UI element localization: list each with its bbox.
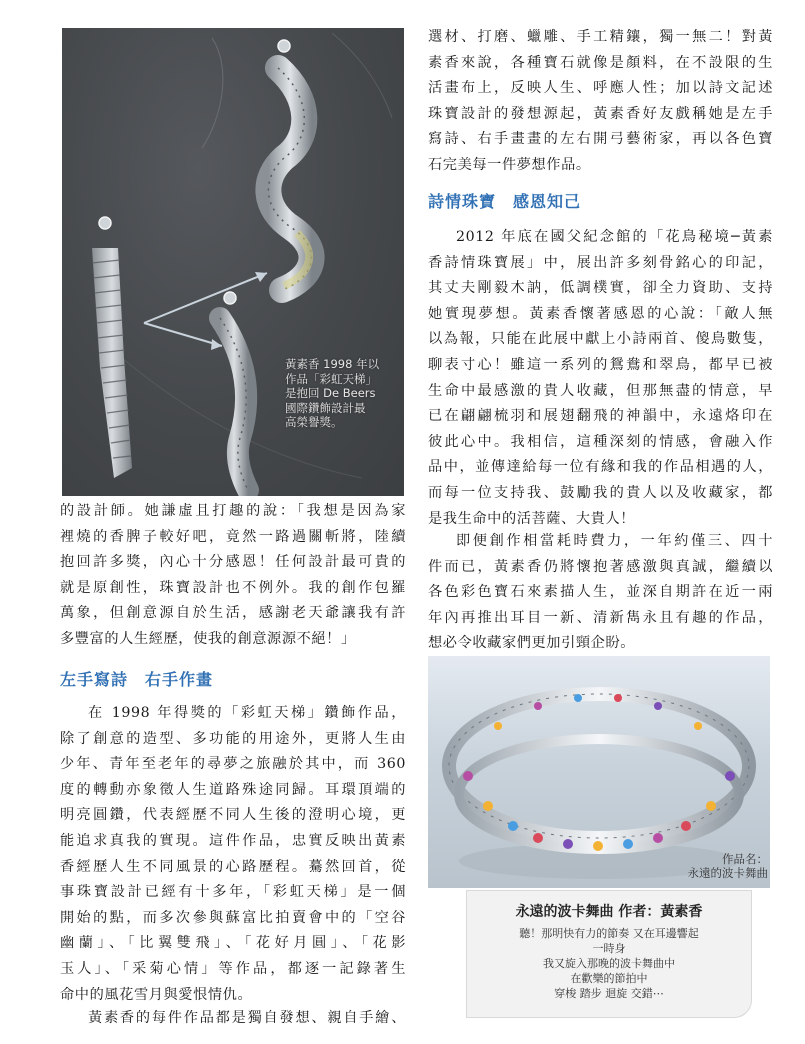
left-paragraph-2 [60, 701, 406, 1008]
text-line: 是我生命中的活菩薩、大貴人！ [428, 510, 636, 527]
text-line: 開始的點，而多次參與蘇富比拍賣會中的「空谷 [60, 909, 406, 926]
section-heading-left: 左手寫詩 右手作畫 [60, 670, 214, 689]
poem-title: 永遠的波卡舞曲 作者：黃素香 [515, 904, 703, 920]
caption-line: 是抱回 De Beers [285, 386, 376, 400]
text-line: 想必令收藏家們更加引頸企盼。 [428, 635, 636, 652]
poem-line: 穿梭 踏步 迴旋 交錯⋯ [554, 987, 664, 1000]
text-line: 的設計師。她謙虛且打趣的說：「我想是因為家 [60, 503, 406, 519]
text-line: 黃素香的每件作品都是獨自發想、親自手繪、 [88, 1010, 406, 1026]
text-line: 石完美每一件夢想作品。 [428, 156, 591, 173]
text-line: 香經歷人生不同風景的心路歷程。驀然回首，從 [60, 858, 406, 875]
text-line: 彼此心中。我相信，這種深刻的情感，會融入作 [428, 433, 773, 450]
text-line: 珠寶設計的發想源起，黃素香好友戲稱她是左手 [428, 105, 773, 122]
caption-line: 國際鑽飾設計最 [285, 400, 366, 415]
text-line: 其丈夫剛毅木訥，低調樸實，卻全力資助、支持 [428, 280, 773, 297]
text-line: 品中，並傳達給每一位有緣和我的作品相遇的人， [428, 459, 773, 476]
text-line: 度的轉動亦象徵人生道路殊途同歸。耳環頂端的 [60, 781, 406, 798]
section-heading-right: 詩情珠寶 感恩知己 [428, 192, 582, 211]
right-paragraph-1 [428, 25, 773, 179]
text-line: 素香來說，各種寶石就像是顏料，在不設限的生 [428, 54, 773, 71]
photo-caption [285, 357, 400, 430]
text-line: 件而已，黃素香仍將懷抱著感激與真誠，繼續以 [428, 558, 773, 575]
right-paragraph-2 [428, 225, 773, 532]
text-line: 能追求真我的實現。這件作品，忠實反映出黃素 [60, 832, 406, 849]
left-paragraph-1 [60, 499, 406, 653]
text-line: 活畫布上，反映人生、呼應人性；加以詩文記述 [428, 80, 773, 97]
caption-line: 作品名： [722, 852, 768, 866]
text-line: 各色彩色寶石來素描人生，並深自期許在近一兩 [428, 584, 773, 601]
necklace-caption [650, 852, 768, 880]
poem-line: 我又旋入那晚的波卡舞曲中 [543, 957, 675, 970]
poem-line: 在歡樂的節拍中 [570, 972, 648, 985]
text-line: 寫詩、右手畫畫的左右開弓藝術家，再以各色寶 [428, 131, 773, 148]
text-line: 明亮圓鑽，代表經歷不同人生後的澄明心境，更 [60, 807, 406, 824]
text-line: 在 1998 年得獎的「彩虹天梯」鑽飾作品， [88, 705, 406, 721]
text-line: 裡燒的香脾子較好吧，竟然一路過關斬將，陸續 [60, 528, 406, 545]
text-line: 抱回許多獎，內心十分感恩！任何設計最可貴的 [60, 554, 406, 571]
text-line: 多豐富的人生經歷，使我的創意源源不絕！」 [60, 630, 356, 647]
text-line: 她實現夢想。黃素香懷著感恩的心說：「敵人無 [428, 305, 773, 322]
text-line: 生命中最感激的貴人收藏，但那無盡的情意，早 [428, 382, 773, 399]
text-line: 聊表寸心！雖這一系列的鴛鴦和翠鳥，都早已被 [428, 356, 773, 373]
text-line: 即便創作相當耗時費力，一年約僅三、四十 [456, 533, 773, 549]
text-line: 而每一位支持我、鼓勵我的貴人以及收藏家，都 [428, 484, 773, 501]
text-line: 以為報，只能在此展中獻上小詩兩首、傻鳥數隻， [428, 331, 773, 348]
poem-box [466, 890, 752, 1018]
left-paragraph-3 [60, 1006, 406, 1032]
caption-line: 作品「彩虹天梯」 [285, 371, 377, 386]
text-line: 2012 年底在國父紀念館的「花鳥秘境─黃素 [456, 229, 773, 245]
text-line: 除了創意的造型、多功能的用途外，更將人生由 [60, 730, 406, 747]
text-line: 命中的風花雪月與愛恨情仇。 [60, 986, 253, 1003]
right-paragraph-3 [428, 529, 773, 657]
caption-line: 高榮譽獎。 [285, 415, 343, 429]
text-line: 香詩情珠寶展」中，展出許多刻骨銘心的印記， [428, 254, 773, 271]
poem-line: 一時身 [592, 942, 626, 955]
caption-line: 黃素香 1998 年以 [285, 357, 380, 371]
text-line: 幽蘭」、「比翼雙飛」、「花好月圓」、「花影 [60, 935, 406, 952]
text-line: 選材、打磨、蠟雕、手工精鑲，獨一無二！對黃 [428, 29, 773, 45]
poem-line: 聽！那明快有力的節奏 又在耳邊響起 [519, 927, 699, 940]
text-line: 事珠寶設計已經有十多年，「彩虹天梯」是一個 [60, 884, 406, 901]
text-line: 玉人」、「采菊心情」等作品，都逐一記錄著生 [60, 960, 406, 977]
text-line: 已在翩翩梳羽和展翅翻飛的神韻中，永遠烙印在 [428, 408, 773, 425]
text-line: 萬象，但創意源自於生活，感謝老天爺讓我有許 [60, 605, 406, 622]
caption-line: 永遠的波卡舞曲 [687, 866, 768, 880]
text-line: 年內再推出耳目一新、清新雋永且有趣的作品， [428, 609, 773, 626]
text-line: 少年、青年至老年的尋夢之旅融於其中，而 360 [60, 756, 406, 773]
text-line: 就是原創性，珠寶設計也不例外。我的創作包羅 [60, 579, 406, 596]
